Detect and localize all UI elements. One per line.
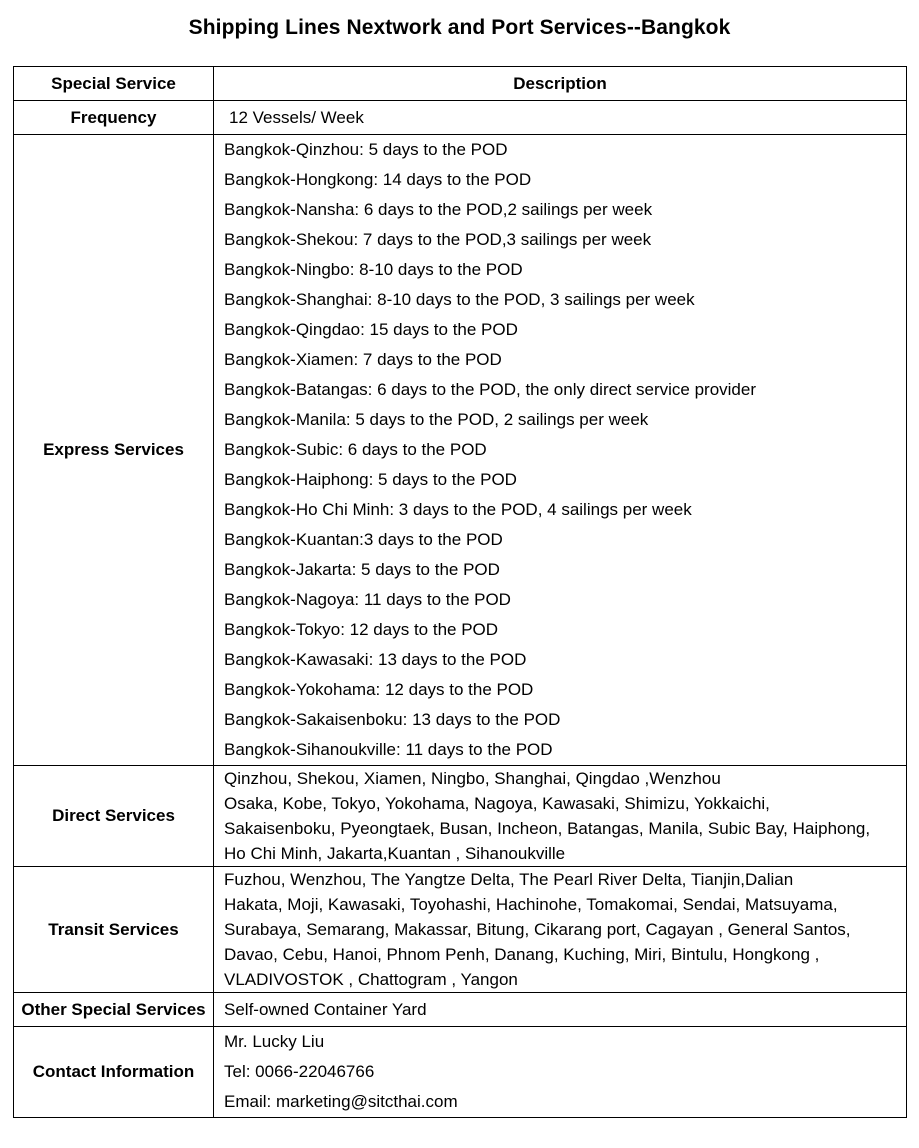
other-label: Other Special Services bbox=[14, 993, 214, 1027]
express-line: Bangkok-Sihanoukville: 11 days to the POD bbox=[224, 740, 553, 759]
frequency-cell bbox=[214, 101, 907, 135]
header-special-service: Special Service bbox=[14, 67, 214, 101]
express-line: Bangkok-Ningbo: 8-10 days to the POD bbox=[224, 260, 523, 279]
table-row-frequency bbox=[14, 101, 907, 135]
table-row-other bbox=[14, 993, 907, 1027]
table-row-express bbox=[14, 135, 907, 766]
transit-line: Hakata, Moji, Kawasaki, Toyohashi, Hachinohe, Tomakomai, Sendai, Matsuyama, bbox=[224, 895, 838, 914]
direct-line: Sakaisenboku, Pyeongtaek, Busan, Incheon, Batangas, Manila, Subic Bay, Haiphong, bbox=[224, 819, 871, 838]
express-line: Bangkok-Nagoya: 11 days to the POD bbox=[224, 590, 511, 609]
transit-line: Fuzhou, Wenzhou, The Yangtze Delta, The Pearl River Delta, Tianjin,Dalian bbox=[224, 870, 794, 889]
express-line: Bangkok-Subic: 6 days to the POD bbox=[224, 440, 487, 459]
express-line: Bangkok-Kawasaki: 13 days to the POD bbox=[224, 650, 527, 669]
transit-line: VLADIVOSTOK , Chattogram , Yangon bbox=[224, 970, 518, 989]
table-row-transit bbox=[14, 867, 907, 993]
express-line: Bangkok-Manila: 5 days to the POD, 2 sailings per week bbox=[224, 410, 649, 429]
express-label: Express Services bbox=[14, 135, 214, 766]
direct-label: Direct Services bbox=[14, 766, 214, 867]
express-line: Bangkok-Batangas: 6 days to the POD, the only direct service provider bbox=[224, 380, 756, 399]
contact-email: Email: marketing@sitcthai.com bbox=[224, 1092, 458, 1111]
frequency-value: 12 Vessels/ Week bbox=[229, 108, 364, 127]
direct-line: Ho Chi Minh, Jakarta,Kuantan , Sihanoukville bbox=[224, 844, 566, 863]
direct-line: Qinzhou, Shekou, Xiamen, Ningbo, Shanghai, Qingdao ,Wenzhou bbox=[224, 769, 721, 788]
express-line: Bangkok-Xiamen: 7 days to the POD bbox=[224, 350, 502, 369]
express-line: Bangkok-Hongkong: 14 days to the POD bbox=[224, 170, 532, 189]
express-line: Bangkok-Kuantan:3 days to the POD bbox=[224, 530, 503, 549]
direct-list bbox=[214, 766, 907, 867]
table-row-direct bbox=[14, 766, 907, 867]
transit-list bbox=[214, 867, 907, 993]
express-line: Bangkok-Ho Chi Minh: 3 days to the POD, 4 sailings per week bbox=[224, 500, 692, 519]
contact-name: Mr. Lucky Liu bbox=[224, 1032, 325, 1051]
express-line: Bangkok-Sakaisenboku: 13 days to the POD bbox=[224, 710, 561, 729]
transit-line: Davao, Cebu, Hanoi, Phnom Penh, Danang, Kuching, Miri, Bintulu, Hongkong , bbox=[224, 945, 820, 964]
contact-label: Contact Information bbox=[14, 1027, 214, 1118]
express-line: Bangkok-Qinzhou: 5 days to the POD bbox=[224, 140, 508, 159]
express-line: Bangkok-Shekou: 7 days to the POD,3 sailings per week bbox=[224, 230, 652, 249]
transit-label: Transit Services bbox=[14, 867, 214, 993]
express-line: Bangkok-Haiphong: 5 days to the POD bbox=[224, 470, 517, 489]
express-line: Bangkok-Jakarta: 5 days to the POD bbox=[224, 560, 500, 579]
contact-phone: Tel: 0066-22046766 bbox=[224, 1062, 375, 1081]
contact-list bbox=[214, 1027, 907, 1118]
service-table bbox=[13, 66, 907, 1118]
express-line: Bangkok-Tokyo: 12 days to the POD bbox=[224, 620, 499, 639]
page-title: Shipping Lines Nextwork and Port Services--Bangkok bbox=[188, 16, 731, 39]
express-line: Bangkok-Shanghai: 8-10 days to the POD, 3 sailings per week bbox=[224, 290, 695, 309]
transit-line: Surabaya, Semarang, Makassar, Bitung, Cikarang port, Cagayan , General Santos, bbox=[224, 920, 851, 939]
other-value: Self-owned Container Yard bbox=[224, 1000, 427, 1019]
other-cell bbox=[214, 993, 907, 1027]
express-line: Bangkok-Yokohama: 12 days to the POD bbox=[224, 680, 534, 699]
express-line: Bangkok-Nansha: 6 days to the POD,2 sailings per week bbox=[224, 200, 653, 219]
table-header-row bbox=[14, 67, 907, 101]
header-description: Description bbox=[214, 67, 907, 101]
frequency-label: Frequency bbox=[14, 101, 214, 135]
direct-line: Osaka, Kobe, Tokyo, Yokohama, Nagoya, Kawasaki, Shimizu, Yokkaichi, bbox=[224, 794, 770, 813]
table-row-contact bbox=[14, 1027, 907, 1118]
express-line: Bangkok-Qingdao: 15 days to the POD bbox=[224, 320, 518, 339]
express-list bbox=[214, 135, 907, 766]
